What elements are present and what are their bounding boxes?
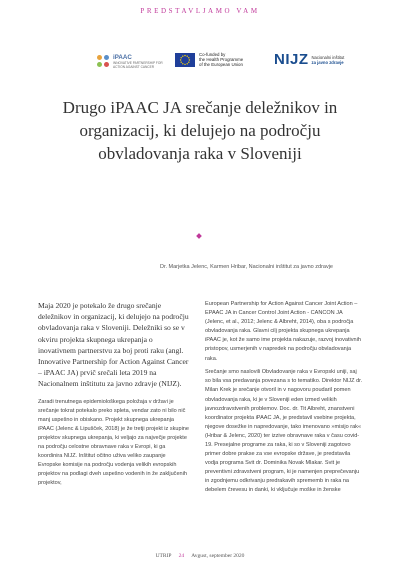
right-paragraph-1: European Partnership for Action Against Cancer Joint Action – EPAAC JA in Cancer Control Joint Action - CANCON JA (Jelenc, et al., 2012; Jelenc & Albreht, 2014), oba s področja obvladovanja raka. Glavni cilj projekta skupnega ukrepanja iPAAC je, kot že samo ime projekta nakazuje, razvoj inovativnih pristopov, usmerjenih v napredek na področju obvladovanja raka. bbox=[205, 301, 361, 362]
eu-flag-icon bbox=[175, 53, 195, 67]
section-label: PREDSTAVLJAMO VAM bbox=[140, 7, 260, 15]
right-column bbox=[205, 300, 363, 500]
article-lead: Maja 2020 je potekalo že drugo srečanje deležnikov in organizacij, ki delujejo na področju obvladovanja raka v Sloveniji. Deležniki so se v okviru projekta skupnega ukrepanja o inovativnem partnerstvu za boj proti raku (angl. Innovative Partnership for Action Against Cancer – iPAAC JA) prvič srečali leta 2019 na Nacionalnem inštitutu za javno zdravje (NIJZ). bbox=[38, 301, 189, 389]
right-paragraph-2: Srečanje smo naslovili Obvladovanje raka v Evropski uniji, saj so bila vsa predavanja povezana s to tematiko. Direktor NIJZ dr. Milan Krek je srečanje otvoril in v nagovoru poudaril pomen obvladovanja raka, ki je v Sloveniji eden izmed velikih javnozdravstvenih problemov. Doc. dr. Tit Albreht, znanstveni koordinator projekta iPAAC JA, je predstavil vsebine projekta, njegove dosežke in napredovanje, tako imenovano »misijo rak« (Hribar & Jelenc, 2020) ter izzive obravnave raka v času covid-19. Presejalne programe za raka, ki so v Sloveniji zagotovo primer dobre prakse za vse evropske države, je predstavila vodja programa Svit dr. Dominika Novak Mlakar. Svit je preventivni zdravstveni program, ki je namenjen preprečevanju in zgodnjemu odkrivanju predrakavih sprememb in raka na debelem črevesu in danki, ki vključuje moške in ženske bbox=[205, 369, 363, 494]
issue-date: Avgust, september 2020 bbox=[191, 553, 245, 559]
eu-line-1: Co-funded by bbox=[199, 52, 226, 57]
nijz-line-1: Nacionalni inštitut bbox=[311, 54, 345, 60]
nijz-line-2: za javno zdravje bbox=[311, 59, 344, 65]
article-authors: Dr. Marjetka Jelenc, Karmen Hribar, Nacionalni inštitut za javno zdravje bbox=[159, 264, 333, 270]
eu-line-2: the Health Programme bbox=[199, 57, 244, 63]
nijz-logo bbox=[274, 51, 344, 68]
left-column bbox=[38, 300, 190, 493]
eu-logo bbox=[175, 52, 243, 68]
left-body-paragraph: Zaradi trenutnega epidemiološkega položaja v državi je srečanje tokrat potekalo preko spleta, vendar zato ni bilo nič manj uspešno in obiskano. Projekt skupnega ukrepanja iPAAC (Jelenc & Lipušček, 2018) je že tretji projekt iz skupine projektov skupnega ukrepanja, ki veljajo za največje projekte na področju celostne obravnave raka v Evropi, ki ga koordinira NIJZ. Inštitut očitno uživa veliko zaupanje Evropske komisije na področju vodenja velikih evropskih projektov na podlagi dveh uspešno vodenih in že zaključenih projektov, bbox=[38, 398, 189, 487]
ipaac-name: iPAAC bbox=[113, 54, 132, 61]
ipaac-logo bbox=[97, 54, 163, 69]
page-footer bbox=[0, 553, 400, 559]
article-title: Drugo iPAAC JA srečanje deležnikov in organizacij, ki delujejo na področju obvladovanja raka v Sloveniji bbox=[62, 98, 338, 163]
nijz-name: NIJZ bbox=[274, 51, 309, 68]
diamond-divider-icon bbox=[196, 233, 202, 239]
ipaac-mark-icon bbox=[97, 55, 110, 68]
ipaac-subtitle: INNOVATIVE PARTNERSHIP FOR ACTION AGAINST CANCER bbox=[113, 61, 163, 69]
magazine-name: UTRIP bbox=[155, 553, 172, 559]
partner-logos bbox=[0, 50, 400, 80]
page-number: 24 bbox=[178, 553, 185, 559]
eu-line-3: of the European Union bbox=[199, 62, 243, 68]
